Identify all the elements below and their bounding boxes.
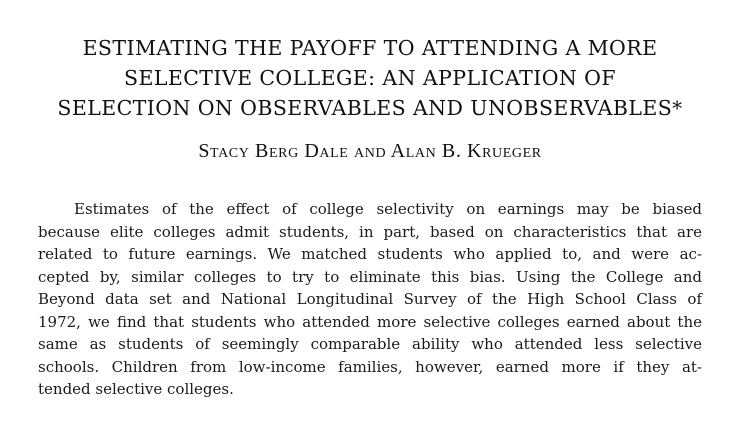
abstract-line: 1972, we find that students who attended more selective colleges earned about the <box>38 312 702 331</box>
abstract-line: cepted by, similar colleges to try to eliminate this bias. Using the College and <box>38 267 702 286</box>
title-line-1: ESTIMATING THE PAYOFF TO ATTENDING A MORE <box>82 36 658 60</box>
abstract-line: Estimates of the effect of college selectivity on earnings may be biased <box>74 200 702 218</box>
paper-abstract <box>38 198 702 401</box>
abstract-line: related to future earnings. We matched students who applied to, and were ac- <box>38 245 702 263</box>
title-footnote-mark: * <box>672 96 683 120</box>
abstract-line: Beyond data set and National Longitudinal Survey of the High School Class of <box>38 290 702 308</box>
title-line-3-text: SELECTION ON OBSERVABLES AND UNOBSERVABLES <box>57 96 673 120</box>
abstract-line: because elite colleges admit students, in part, based on characteristics that are <box>38 222 702 241</box>
abstract-line: tended selective colleges. <box>38 380 234 398</box>
paper-title <box>0 33 740 123</box>
paper-authors: Stacy Berg Dale and Alan B. Krueger <box>198 140 542 162</box>
abstract-line: same as students of seemingly comparable ability who attended less selective <box>38 335 702 353</box>
title-line-2: SELECTIVE COLLEGE: AN APPLICATION OF <box>124 66 616 90</box>
title-line-3 <box>0 93 740 123</box>
abstract-line: schools. Children from low-income families, however, earned more if they at- <box>38 357 702 376</box>
